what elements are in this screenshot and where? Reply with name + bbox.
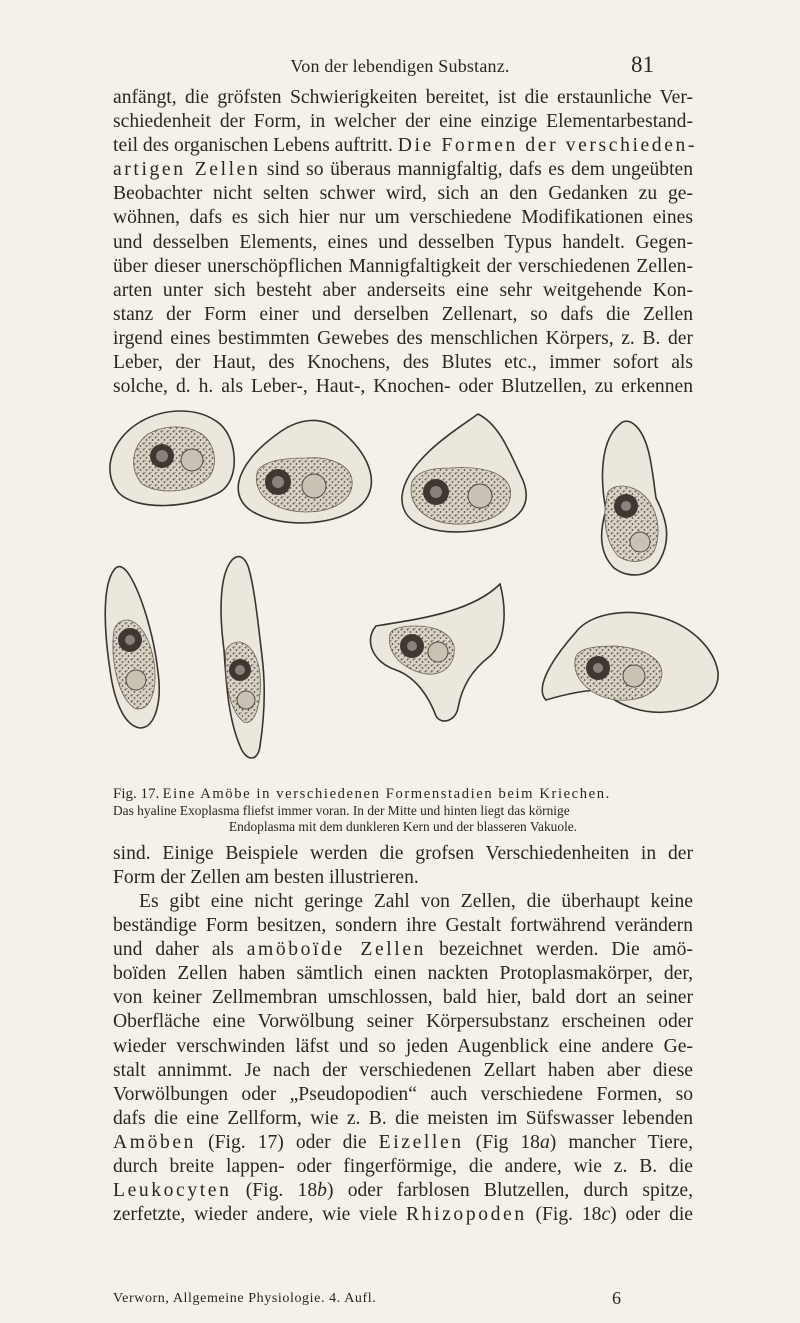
text-run: zerfetzte, wieder andere, wie viele (113, 1204, 407, 1226)
text-line: von keiner Zellmembran umschlossen, bald hier, bald dort an seiner (113, 987, 693, 1009)
text-line: Form der Zellen am besten illustrieren. (113, 867, 419, 889)
text-run: teil des organischen Lebens auftritt. (113, 135, 393, 157)
text-run: ) mancher Tiere, (549, 1131, 693, 1153)
spaced-emphasis: Amöben (113, 1131, 197, 1153)
paragraph-amoeboid (113, 890, 693, 1227)
running-title: Von der lebendigen Substanz. (290, 56, 510, 76)
book-imprint: Verworn, Allgemeine Physiologie. 4. Aufl. (113, 1291, 377, 1306)
text-line: anfängt, die gröfsten Schwierigkeiten bereitet, ist die erstaunliche Ver- (113, 87, 693, 108)
page-number: 81 (631, 52, 654, 77)
spaced-emphasis: Rhizopoden (406, 1204, 527, 1226)
caption-title: Eine Amöbe in verschiedenen Formenstadien beim Kriechen. (162, 786, 611, 802)
paragraph-transition (113, 842, 693, 890)
text-line: sind. Einige Beispiele werden die grofsen Verschiedenheiten in der (113, 843, 693, 864)
page-footer (113, 1288, 693, 1308)
text-line: stalt annimmt. Je nach der verschiedenen Zellart haben aber diese (113, 1059, 693, 1081)
running-head (0, 52, 800, 82)
spaced-emphasis: Die Formen der verschieden- (397, 135, 698, 157)
text-line: wöhnen, dafs es sich hier nur um verschiedene Modifikationen eines (113, 207, 693, 229)
paragraph-intro (113, 86, 698, 399)
text-line-emphasis (113, 158, 693, 182)
text-line: und desselben Elements, eines und desselben Typus handelt. Gegen- (113, 231, 693, 253)
text-line: wieder verschwinden läfst und so jeden Augenblick eine andere Ge- (113, 1035, 693, 1057)
text-line-emphasis (113, 134, 698, 158)
text-run: bezeichnet werden. Die amö- (426, 939, 693, 961)
caption-figure-label: Fig. 17. (113, 786, 160, 802)
text-run: (Fig 18 (463, 1131, 540, 1153)
amoeba-stage-3 (402, 414, 526, 532)
text-line-emphasis (113, 938, 693, 962)
text-line: stanz der Form einer und derselben Zellenart, so dafs die Zellen (113, 303, 693, 325)
text-line-emphasis (113, 1179, 693, 1203)
spaced-emphasis: amöboïde Zellen (246, 939, 427, 961)
text-line: dafs die eine Zellform, wie z. B. die meisten im Süfswasser lebenden (113, 1107, 693, 1129)
amoeba-stage-6 (221, 557, 264, 758)
amoeba-figure (100, 400, 740, 780)
text-line: beständige Form besitzen, sondern ihre Gestalt fortwährend verändern (113, 915, 693, 937)
text-run: (Fig. 18 (231, 1180, 318, 1202)
text-line: Oberfläche eine Vorwölbung seiner Körpersubstanz erscheinen oder (113, 1011, 693, 1033)
text-line: irgend eines bestimmten Gewebes des menschlichen Körpers, z. B. der (113, 327, 693, 349)
amoeba-stage-1 (110, 411, 234, 506)
text-line: schiedenheit der Form, in welcher der eine einzige Elementarbestand- (113, 111, 693, 133)
text-line: arten unter sich besteht aber anderseits eine sehr weitgehende Kon- (113, 279, 693, 301)
text-line-emphasis (113, 1131, 693, 1155)
spaced-emphasis: artigen Zellen (113, 159, 261, 181)
amoeba-stage-7 (370, 584, 504, 721)
spaced-emphasis: Eizellen (378, 1131, 464, 1153)
text-line: boïden Zellen haben sämtlich einen nackten Protoplasmakörper, der, (113, 963, 693, 985)
text-run: sind so überaus mannigfaltig, dafs es dem ungeübten (260, 159, 694, 181)
text-line: solche, d. h. als Leber-, Haut-, Knochen- oder Blutzellen, zu erkennen (113, 376, 693, 398)
caption-line: Das hyaline Exoplasma fliefst immer voran. In der Mitte und hinten liegt das körnige (113, 802, 570, 818)
text-line: durch breite lappen- oder fingerförmige, die andere, wie z. B. die (113, 1156, 693, 1178)
text-run: (Fig. 18 (526, 1204, 602, 1226)
amoeba-illustration (100, 400, 740, 780)
italic-letter: c (601, 1204, 611, 1226)
caption-line (113, 786, 693, 803)
spaced-emphasis: Leukocyten (113, 1180, 232, 1202)
caption-line: Endoplasma mit dem dunkleren Kern und der blasseren Vakuole. (228, 819, 578, 834)
amoeba-stage-8 (542, 613, 718, 713)
text-run: und daher als (113, 939, 247, 961)
figure-caption (113, 786, 693, 836)
text-run: (Fig. 17) oder die (196, 1131, 379, 1153)
text-line-emphasis (113, 1203, 693, 1227)
text-line: Leber, der Haut, des Knochens, des Blutes etc., immer sofort als (113, 352, 693, 374)
text-run: ) oder die (610, 1204, 694, 1226)
text-line: über dieser unerschöpflichen Mannigfaltigkeit der verschiedenen Zellen- (113, 255, 693, 277)
italic-letter: a (539, 1131, 550, 1153)
amoeba-stage-5 (105, 567, 159, 728)
signature-mark: 6 (612, 1288, 621, 1308)
text-line: Beobachter nicht selten schwer wird, sich an den Gedanken zu ge- (113, 183, 693, 205)
text-run: ) oder farblosen Blutzellen, durch spitze, (326, 1180, 694, 1202)
text-line: Es gibt eine nicht geringe Zahl von Zellen, die überhaupt keine (139, 891, 693, 912)
amoeba-stage-2 (238, 420, 371, 523)
amoeba-stage-4 (602, 421, 667, 575)
text-line: Vorwölbungen oder „Pseudopodien“ auch verschiedene Formen, so (113, 1083, 693, 1105)
italic-letter: b (317, 1180, 327, 1202)
